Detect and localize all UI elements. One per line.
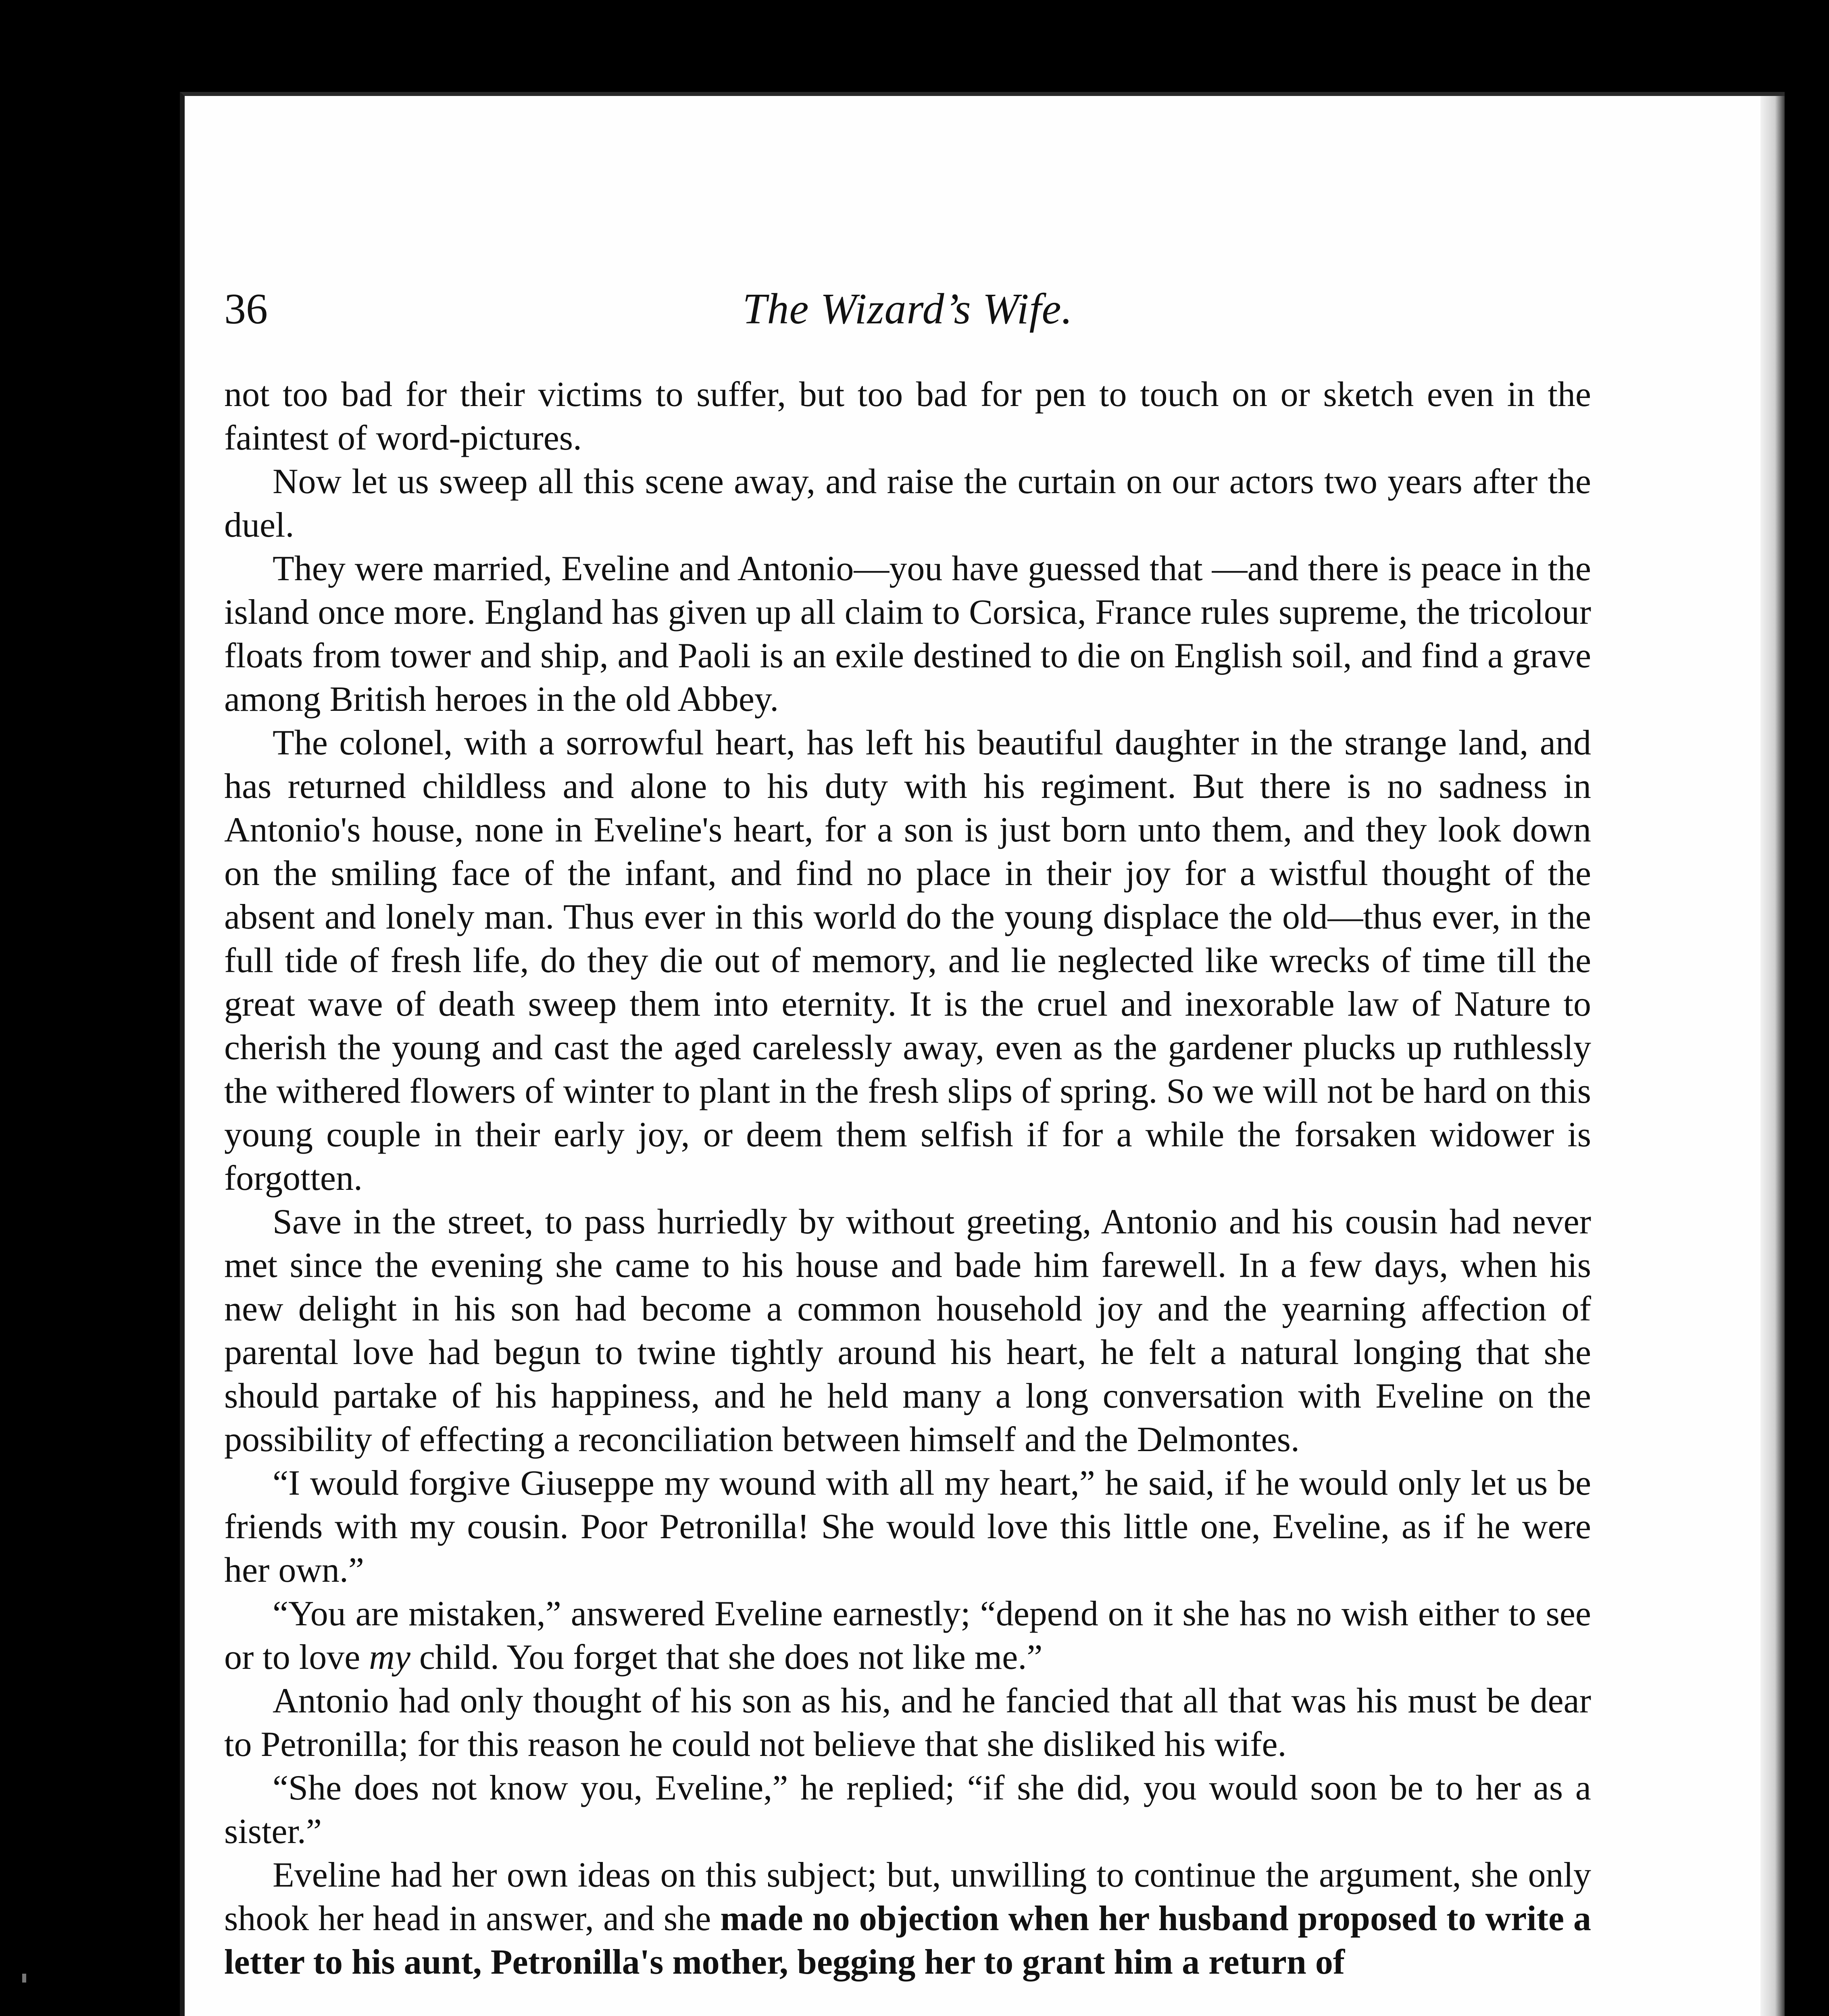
paragraph-continued: not too bad for their victims to suffer, but too bad for pen to touch on or sketch even in the faintest of word-pictures. — [224, 375, 1591, 458]
paragraph: “I would forgive Giuseppe my wound with all my heart,” he said, if he would only let us be friends with my cousin. Poor Petronilla! She would love this little one, Eveline, as if he were her own.” — [224, 1464, 1591, 1590]
paragraph: Save in the street, to pass hurriedly by without greeting, Antonio and his cousin had never met since the evening she came to his house and bade him farewell. In a few days, when his new delight in his son had become a common household joy and the yearning affection of parental love had begun to twine tightly around his heart, he felt a natural longing that she should partake of his happiness, and he held many a long conversation with Eveline on the possibility of effecting a reconciliation between himself and the Delmontes. — [224, 1202, 1591, 1459]
page-number: 36 — [224, 285, 268, 333]
running-head — [224, 284, 1591, 337]
paragraph: Antonio had only thought of his son as his, and he fancied that all that was his must be dear to Petronilla; for this reason he could not believe that she disliked his wife. — [224, 1681, 1591, 1764]
scan-speck — [22, 1974, 26, 1983]
paragraph: “You are mistaken,” answered Eveline earnestly; “depend on it she has no wish either to see or to love my child. You forget that she does not like me.” — [224, 1594, 1591, 1677]
paragraph: Now let us sweep all this scene away, and raise the curtain on our actors two years after the duel. — [224, 462, 1591, 545]
page-body — [224, 373, 1591, 1984]
emphasis-word: my — [369, 1638, 410, 1677]
paragraph: “She does not know you, Eveline,” he replied; “if she did, you would soon be to her as a sister.” — [224, 1768, 1591, 1851]
paragraph-final: Eveline had her own ideas on this subject; but, unwilling to continue the argument, she only shook her head in answer, and she made no objection when her husband proposed to write a letter to his aunt, Petronilla's mother, begging her to grant him a return of — [224, 1856, 1592, 1982]
paragraph: The colonel, with a sorrowful heart, has left his beautiful daughter in the strange land, and has returned childless and alone to his duty with his regiment. But there is no sadness in Antonio's house, none in Eveline's heart, for a son is just born unto them, and they look down on the smiling face of the infant, and find no place in their joy for a wistful thought of the absent and lonely man. Thus ever in this world do the young displace the old—thus ever, in the full tide of fresh life, do they die out of memory, and lie neglected like wrecks of time till the great wave of death sweep them into eternity. It is the cruel and inexorable law of Nature to cherish the young and cast the aged carelessly away, even as the gardener plucks up ruthlessly the withered flowers of winter to plant in the fresh slips of spring. So we will not be hard on this young couple in their early joy, or deem them selfish if for a while the forsaken widower is forgotten. — [224, 723, 1591, 1198]
book-title: The Wizard’s Wife. — [742, 285, 1073, 333]
paragraph: They were married, Eveline and Antonio—you have guessed that —and there is peace in the island once more. England has given up all claim to Corsica, France rules supreme, the tricolour floats from tower and ship, and Paoli is an exile destined to die on English soil, and find a grave among British heroes in the old Abbey. — [224, 549, 1591, 719]
